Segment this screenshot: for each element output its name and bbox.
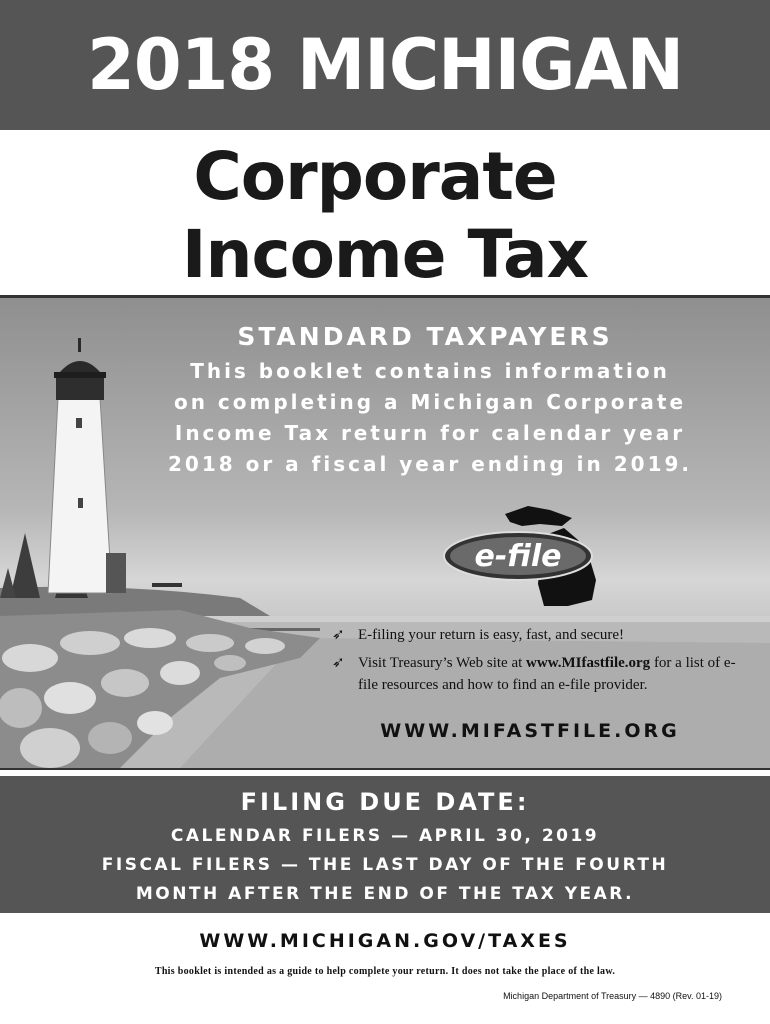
due-date-band (0, 776, 770, 913)
list-item (332, 624, 752, 646)
cover-title (0, 130, 770, 296)
standard-taxpayers-heading: STANDARD TAXPAYERS (237, 322, 613, 351)
divider-middle (0, 768, 770, 770)
efile-logo (440, 500, 620, 615)
efile-logo-text: e-file (474, 539, 562, 574)
lightning-bolt-icon: ➶ (332, 655, 345, 671)
intro-line-3: Income Tax return for calendar year (174, 421, 686, 445)
list-item (332, 652, 752, 696)
due-line-calendar: CALENDAR FILERS — APRIL 30, 2019 (170, 826, 600, 846)
bullet2-prefix: Visit Treasury’s Web site at (358, 655, 527, 671)
michigan-taxes-url[interactable]: WWW.MICHIGAN.GOV/TAXES (199, 930, 571, 952)
intro-line-1: This booklet contains information (190, 359, 670, 383)
title-line-2: Income Tax (181, 216, 589, 293)
title-line-1: Corporate (193, 138, 557, 215)
intro-line-2: on completing a Michigan Corporate (173, 390, 687, 414)
booklet-year-title: 2018 MICHIGAN (87, 24, 683, 106)
lightning-bolt-icon: ➶ (332, 627, 345, 643)
bullet-text-2 (358, 652, 752, 696)
form-id: Michigan Department of Treasury — 4890 (Rev. 01-19) (503, 991, 722, 1001)
due-line-fiscal: FISCAL FILERS — THE LAST DAY OF THE FOURTH (101, 855, 669, 875)
due-line-fiscal-cont: MONTH AFTER THE END OF THE TAX YEAR. (135, 884, 635, 904)
intro-line-4: 2018 or a fiscal year ending in 2019. (167, 452, 693, 476)
mifastfile-url[interactable]: WWW.MIFASTFILE.ORG (380, 720, 680, 742)
disclaimer: This booklet is intended as a guide to help complete your return. It does not take the place of the law. (154, 966, 616, 977)
bullet2-suffix: for a list of e-file resources and how to find an e-file provider. (358, 655, 736, 693)
bullet-text-1: E-filing your return is easy, fast, and secure! (358, 627, 625, 643)
header-band (0, 0, 770, 130)
due-date-title: FILING DUE DATE: (240, 788, 530, 816)
intro-text (140, 356, 720, 480)
mifastfile-link[interactable]: www.MIfastfile.org (526, 655, 651, 671)
efile-bullets (332, 624, 752, 702)
